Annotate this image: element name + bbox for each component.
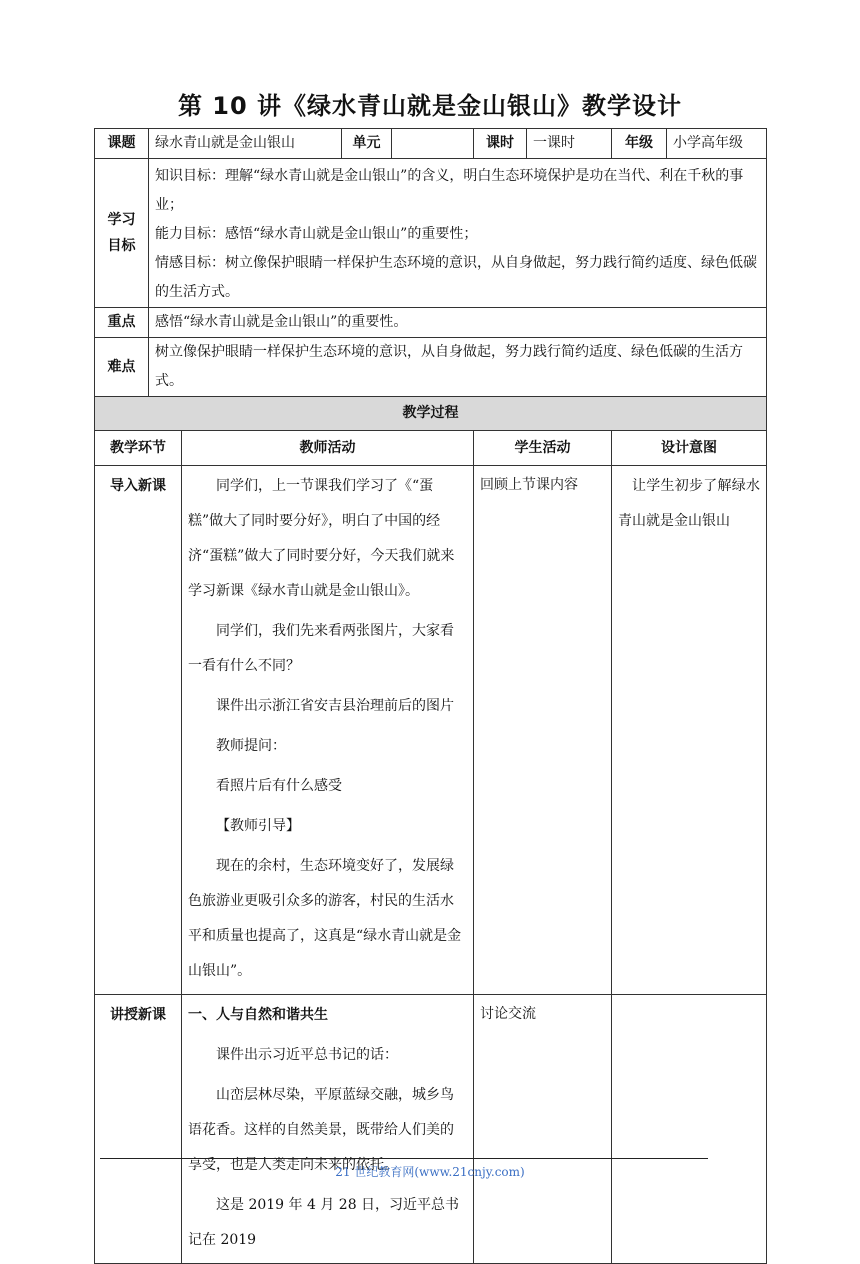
footer-rule xyxy=(100,1158,708,1159)
document-title: 第 10 讲《绿水青山就是金山银山》教学设计 xyxy=(177,92,683,120)
teacher-paragraph: 现在的余村，生态环境变好了，发展绿色旅游业更吸引众多的游客，村民的生活水平和质量也提高了，这真是“绿水青山就是金山银山”。 xyxy=(188,858,462,979)
unit-value xyxy=(392,129,474,159)
grade-value: 小学高年级 xyxy=(667,129,767,159)
goals-row xyxy=(95,159,767,308)
teacher-paragraph: 教师提问： xyxy=(216,738,286,754)
teacher-paragraph: 课件出示浙江省安吉县治理前后的图片 xyxy=(216,698,454,714)
key-point-label: 重点 xyxy=(95,308,149,338)
teacher-activity-cell xyxy=(182,466,474,995)
process-row xyxy=(95,466,767,995)
topic-value: 绿水青山就是金山银山 xyxy=(149,129,342,159)
teacher-paragraph: 同学们，我们先来看两张图片，大家看一看有什么不同？ xyxy=(188,623,454,674)
unit-label: 单元 xyxy=(342,129,392,159)
process-row xyxy=(95,995,767,1264)
header-teacher: 教师活动 xyxy=(182,431,474,466)
goals-content xyxy=(149,159,767,308)
teacher-paragraph: 【教师引导】 xyxy=(216,818,300,834)
teacher-heading: 一、人与自然和谐共生 xyxy=(188,1007,328,1023)
student-activity-cell xyxy=(474,466,612,995)
student-activity-text: 讨论交流 xyxy=(480,1006,536,1022)
design-intent-cell xyxy=(612,466,767,995)
difficulty-label: 难点 xyxy=(95,338,149,397)
period-value: 一课时 xyxy=(527,129,612,159)
goal-ability: 能力目标：感悟“绿水青山就是金山银山”的重要性； xyxy=(155,226,478,242)
info-row xyxy=(95,129,767,159)
design-intent-cell xyxy=(612,995,767,1264)
teacher-paragraph: 看照片后有什么感受 xyxy=(216,778,342,794)
student-activity-cell xyxy=(474,995,612,1264)
stage-cell: 导入新课 xyxy=(95,466,182,995)
topic-label: 课题 xyxy=(95,129,149,159)
header-student: 学生活动 xyxy=(474,431,612,466)
difficulty-value: 树立像保护眼睛一样保护生态环境的意识，从自身做起，努力践行简约适度、绿色低碳的生活方式。 xyxy=(149,338,767,397)
teacher-paragraph: 这是 2019 年 4 月 28 日，习近平总书记在 2019 xyxy=(188,1197,460,1248)
header-stage: 教学环节 xyxy=(95,431,182,466)
grade-label: 年级 xyxy=(612,129,667,159)
key-point-row xyxy=(95,308,767,338)
difficulty-row xyxy=(95,338,767,397)
process-header-row xyxy=(95,431,767,466)
goal-emotion: 情感目标：树立像保护眼睛一样保护生态环境的意识，从自身做起，努力践行简约适度、绿色低碳的生活方式。 xyxy=(155,255,757,300)
goals-label-text: 学习 目标 xyxy=(107,212,136,254)
student-activity-text: 回顾上节课内容 xyxy=(480,477,578,493)
goal-knowledge: 知识目标：理解“绿水青山就是金山银山”的含义，明白生态环境保护是功在当代、利在千秋的事业； xyxy=(155,168,744,213)
teacher-paragraph: 山峦层林尽染，平原蓝绿交融，城乡鸟语花香。这样的自然美景，既带给人们美的享受，也是人类走向未来的依托。 xyxy=(188,1087,454,1173)
design-intent-text: 让学生初步了解绿水青山就是金山银山 xyxy=(618,478,760,529)
lesson-plan-table xyxy=(94,128,767,1264)
teacher-activity-cell xyxy=(182,995,474,1264)
teacher-paragraph: 课件出示习近平总书记的话： xyxy=(216,1047,398,1063)
teacher-paragraph: 同学们，上一节课我们学习了《“蛋糕”做大了同时要分好》，明白了中国的经济“蛋糕”做大了同时要分好，今天我们就来学习新课《绿水青山就是金山银山》。 xyxy=(188,478,455,599)
period-label: 课时 xyxy=(474,129,527,159)
key-point-value: 感悟“绿水青山就是金山银山”的重要性。 xyxy=(149,308,767,338)
goals-label xyxy=(95,159,149,308)
process-title: 教学过程 xyxy=(95,397,767,431)
footer-source[interactable]: 21 世纪教育网(www.21cnjy.com) xyxy=(335,1165,525,1179)
header-intent: 设计意图 xyxy=(612,431,767,466)
process-band-row xyxy=(95,397,767,431)
stage-cell: 讲授新课 xyxy=(95,995,182,1264)
